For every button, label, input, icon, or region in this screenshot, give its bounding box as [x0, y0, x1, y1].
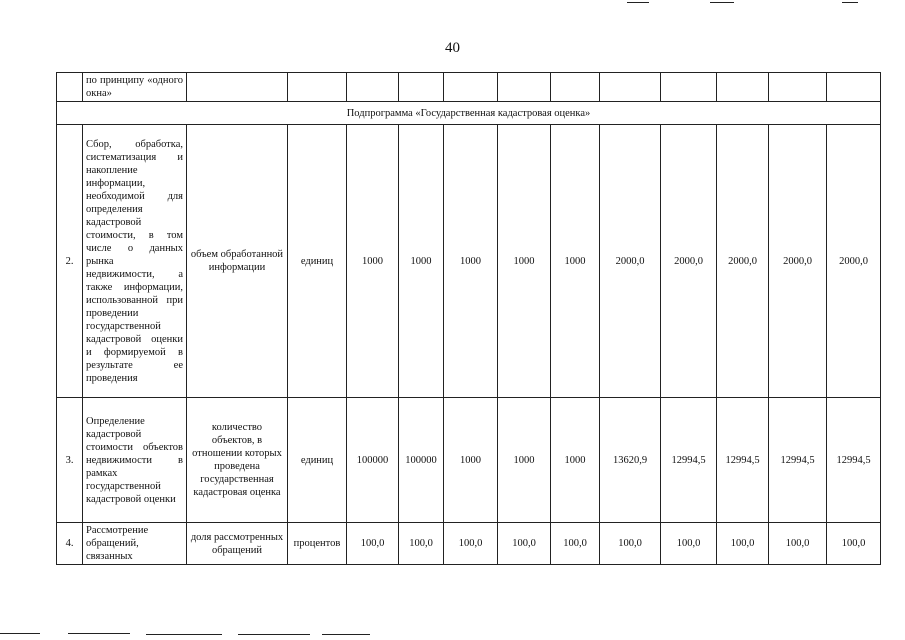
value-cell: 1000 [498, 125, 551, 398]
value-cell [498, 73, 551, 102]
value-cell [347, 73, 399, 102]
scan-artifact-line [627, 2, 649, 3]
scan-artifact-line [146, 634, 222, 635]
indicator-cell: объем обработанной информации [187, 125, 288, 398]
scan-artifact-line [322, 634, 370, 635]
table-row [57, 125, 881, 398]
table-row [57, 73, 881, 102]
unit-cell [288, 73, 347, 102]
value-cell: 100,0 [600, 523, 661, 565]
value-cell [717, 73, 769, 102]
value-cell: 2000,0 [827, 125, 881, 398]
table-row [57, 523, 881, 565]
value-cell: 12994,5 [769, 398, 827, 523]
value-cell: 13620,9 [600, 398, 661, 523]
value-cell: 100,0 [399, 523, 444, 565]
indicator-cell [187, 73, 288, 102]
value-cell: 1000 [444, 125, 498, 398]
unit-cell: единиц [288, 125, 347, 398]
subprogram-title: Подпрограмма «Государственная кадастровая оценка» [57, 102, 881, 125]
value-cell [444, 73, 498, 102]
value-cell [600, 73, 661, 102]
row-number-cell [57, 73, 83, 102]
page-number: 40 [445, 40, 460, 56]
value-cell: 12994,5 [717, 398, 769, 523]
indicator-cell: доля рассмотренных обращений [187, 523, 288, 565]
value-cell: 100000 [399, 398, 444, 523]
value-cell: 100000 [347, 398, 399, 523]
value-cell: 100,0 [347, 523, 399, 565]
value-cell [551, 73, 600, 102]
value-cell: 12994,5 [827, 398, 881, 523]
value-cell: 12994,5 [661, 398, 717, 523]
value-cell: 1000 [498, 398, 551, 523]
activity-name-cell: Сбор, обработка, систематизация и накопление информации, необходимой для определения кадастровой стоимости, в том числе о данных рынка недвижимости, а также информации, использованной при проведении государственной кадастровой оценки и формируемой в результате ее проведения [83, 125, 187, 398]
value-cell: 1000 [444, 398, 498, 523]
row-number-cell: 4. [57, 523, 83, 565]
value-cell [769, 73, 827, 102]
value-cell: 1000 [399, 125, 444, 398]
value-cell [661, 73, 717, 102]
indicator-cell: количество объектов, в отношении которых проведена государственная кадастровая оценка [187, 398, 288, 523]
scan-artifact-line [68, 633, 130, 634]
scan-artifact-line [238, 634, 310, 635]
activity-name-cell: по принципу «одного окна» [83, 73, 187, 102]
table-row [57, 398, 881, 523]
scan-artifact-line [710, 2, 734, 3]
activity-name-cell: Рассмотрение обращений, связанных [83, 523, 187, 565]
value-cell: 1000 [347, 125, 399, 398]
section-header-row [57, 102, 881, 125]
value-cell: 100,0 [769, 523, 827, 565]
value-cell: 100,0 [551, 523, 600, 565]
value-cell: 100,0 [827, 523, 881, 565]
row-number-cell: 2. [57, 125, 83, 398]
unit-cell: единиц [288, 398, 347, 523]
row-number-cell: 3. [57, 398, 83, 523]
value-cell: 2000,0 [717, 125, 769, 398]
value-cell: 2000,0 [661, 125, 717, 398]
scan-artifact-line [0, 633, 40, 634]
value-cell: 1000 [551, 125, 600, 398]
indicator-table [56, 72, 881, 565]
value-cell: 1000 [551, 398, 600, 523]
unit-cell: процентов [288, 523, 347, 565]
scan-artifact-line [842, 2, 858, 3]
activity-name-cell: Определение кадастровой стоимости объектов недвижимости в рамках государственной кадастровой оценки [83, 398, 187, 523]
value-cell: 2000,0 [769, 125, 827, 398]
value-cell: 100,0 [444, 523, 498, 565]
value-cell [399, 73, 444, 102]
value-cell: 2000,0 [600, 125, 661, 398]
value-cell: 100,0 [661, 523, 717, 565]
value-cell: 100,0 [717, 523, 769, 565]
value-cell [827, 73, 881, 102]
value-cell: 100,0 [498, 523, 551, 565]
